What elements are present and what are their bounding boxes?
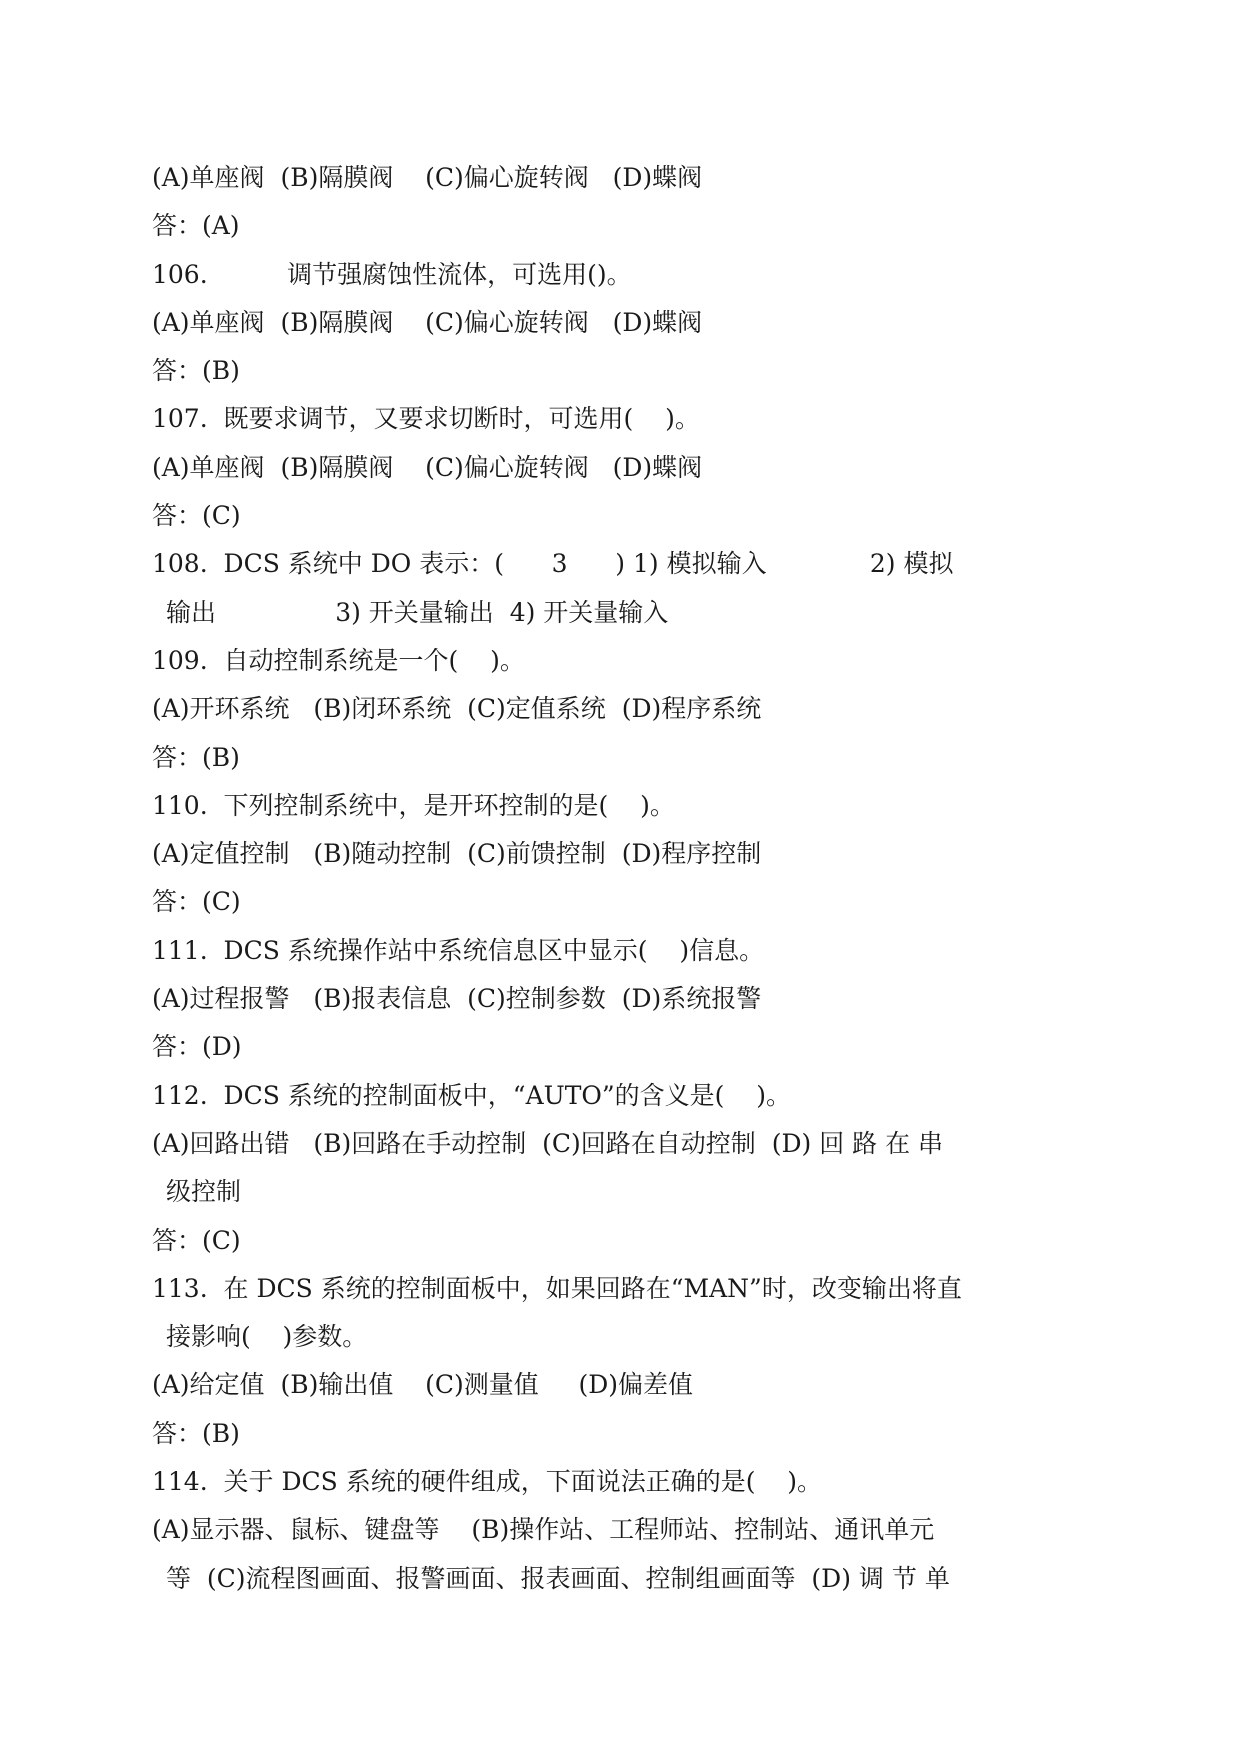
answer-line: 答：(A) [152, 211, 240, 241]
option-line-continued: 等 (C)流程图画面、报警画面、报表画面、控制组画面等 (D) 调 节 单 [166, 1563, 950, 1593]
option-line: (A)开环系统 (B)闭环系统 (C)定值系统 (D)程序系统 [152, 694, 762, 724]
question-113-continued: 接影响( )参数。 [166, 1322, 368, 1352]
option-line: (A)单座阀 (B)隔膜阀 (C)偏心旋转阀 (D)蝶阀 [152, 452, 703, 482]
answer-line: 答：(B) [152, 1418, 240, 1448]
question-114: 114. 关于 DCS 系统的硬件组成，下面说法正确的是( )。 [152, 1467, 823, 1497]
answer-line: 答：(C) [152, 1225, 241, 1255]
answer-line: 答：(B) [152, 356, 240, 386]
question-107: 107. 既要求调节，又要求切断时，可选用( )。 [152, 404, 700, 434]
answer-line: 答：(B) [152, 742, 240, 772]
answer-line: 答：(D) [152, 1032, 242, 1062]
answer-line: 答：(C) [152, 501, 241, 531]
question-112: 112. DCS 系统的控制面板中，“AUTO”的含义是( )。 [152, 1080, 791, 1110]
question-110: 110. 下列控制系统中，是开环控制的是( )。 [152, 790, 675, 820]
answer-line: 答：(C) [152, 887, 241, 917]
option-line: (A)单座阀 (B)隔膜阀 (C)偏心旋转阀 (D)蝶阀 [152, 163, 703, 192]
question-109: 109. 自动控制系统是一个( )。 [152, 645, 525, 675]
option-line: (A)单座阀 (B)隔膜阀 (C)偏心旋转阀 (D)蝶阀 [152, 307, 703, 337]
option-line-continued: 级控制 [166, 1177, 242, 1207]
question-108-continued: 输出 3) 开关量输出 4) 开关量输入 [166, 597, 669, 627]
option-line: (A)定值控制 (B)随动控制 (C)前馈控制 (D)程序控制 [152, 839, 762, 869]
option-line: (A)给定值 (B)输出值 (C)测量值 (D)偏差值 [152, 1370, 694, 1400]
question-list [152, 154, 1062, 1603]
option-line: (A)回路出错 (B)回路在手动控制 (C)回路在自动控制 (D) 回 路 在 串 [152, 1128, 944, 1158]
question-108: 108. DCS 系统中 DO 表示：( 3 ) 1) 模拟输入 2) 模拟 [152, 549, 954, 579]
question-106: 106. 调节强腐蚀性流体，可选用()。 [152, 259, 632, 289]
question-113: 113. 在 DCS 系统的控制面板中，如果回路在“MAN”时，改变输出将直 [152, 1273, 962, 1303]
question-111: 111. DCS 系统操作站中系统信息区中显示( )信息。 [152, 935, 765, 965]
option-line: (A)过程报警 (B)报表信息 (C)控制参数 (D)系统报警 [152, 984, 762, 1014]
option-line: (A)显示器、鼠标、键盘等 (B)操作站、工程师站、控制站、通讯单元 [152, 1515, 935, 1545]
